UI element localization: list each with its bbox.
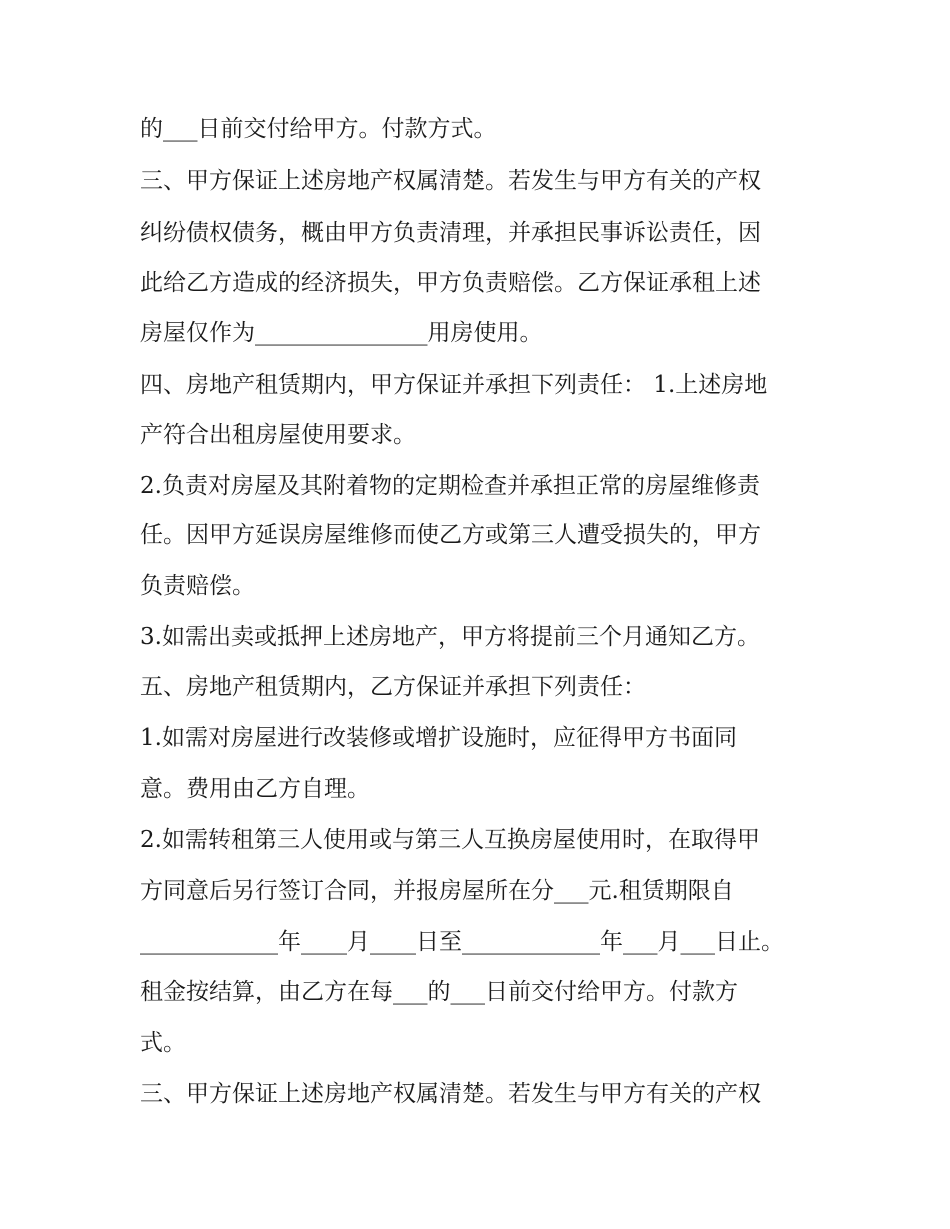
text-line: 三、甲方保证上述房地产权属清楚。若发生与甲方有关的产权 <box>140 168 761 194</box>
text-line: 2.如需转租第三人使用或与第三人互换房屋使用时，在取得甲 <box>140 827 760 853</box>
text-line: 方同意后另行签订合同，并报房屋所在分___元.租赁期限自 <box>140 878 734 904</box>
text-line: ____________年____月____日至____________年___月___日止。 <box>140 929 784 955</box>
text-line: 意。费用由乙方自理。 <box>140 776 370 802</box>
text-line: 四、房地产租赁期内，甲方保证并承担下列责任： 1.上述房地 <box>140 372 768 398</box>
text-line: 此给乙方造成的经济损失，甲方负责赔偿。乙方保证承租上述 <box>140 270 761 296</box>
text-line: 房屋仅作为_______________用房使用。 <box>140 320 543 346</box>
text-line: 租金按结算，由乙方在每___的___日前交付给甲方。付款方 <box>140 979 738 1005</box>
text-line: 的___日前交付给甲方。付款方式。 <box>140 116 497 142</box>
text-line: 产符合出租房屋使用要求。 <box>140 422 416 448</box>
text-line: 2.负责对房屋及其附着物的定期检查并承担正常的房屋维修责 <box>140 473 760 499</box>
text-line: 五、房地产租赁期内，乙方保证并承担下列责任： <box>140 674 646 700</box>
text-line: 纠纷债权债务，概由甲方负责清理，并承担民事诉讼责任，因 <box>140 220 761 246</box>
text-line: 式。 <box>140 1030 186 1056</box>
text-line: 1.如需对房屋进行改装修或增扩设施时，应征得甲方书面同 <box>140 725 737 751</box>
text-line: 三、甲方保证上述房地产权属清楚。若发生与甲方有关的产权 <box>140 1081 761 1107</box>
text-line: 负责赔偿。 <box>140 573 255 599</box>
text-line: 任。因甲方延误房屋维修而使乙方或第三人遭受损失的，甲方 <box>140 522 761 548</box>
text-line: 3.如需出卖或抵押上述房地产，甲方将提前三个月通知乙方。 <box>140 624 760 650</box>
